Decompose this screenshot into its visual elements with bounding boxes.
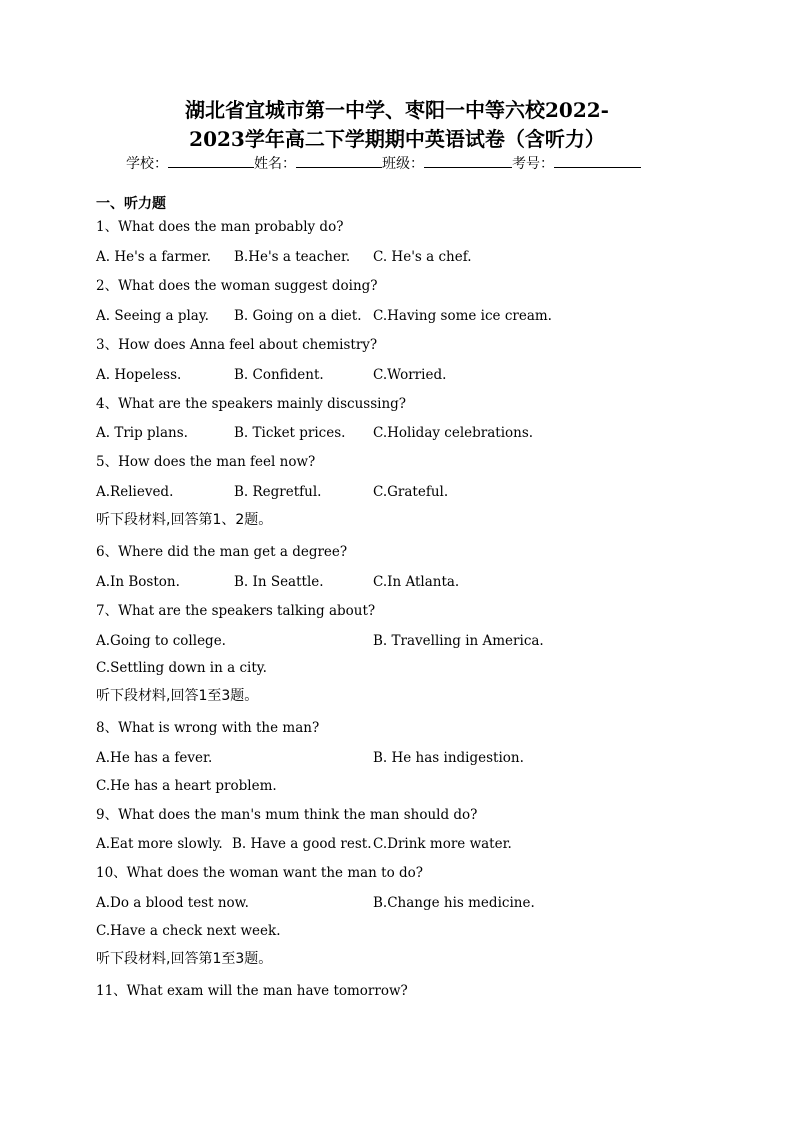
name-label: 姓名：: [254, 156, 296, 172]
number-blank[interactable]: [554, 153, 641, 168]
number-label: 考号：: [512, 156, 554, 172]
q3-option-a: A. Hopeless.: [96, 367, 182, 383]
q8-option-b: B. He has indigestion.: [373, 750, 524, 766]
question-4: 4、What are the speakers mainly discussing?: [96, 396, 407, 412]
class-blank[interactable]: [424, 153, 512, 168]
school-blank[interactable]: [168, 153, 254, 168]
question-3: 3、How does Anna feel about chemistry?: [96, 337, 378, 353]
q6-option-a: A.In Boston.: [96, 574, 180, 590]
student-info-row: [126, 153, 641, 174]
q2-option-a: A. Seeing a play.: [96, 308, 209, 324]
section-title: 一、听力题: [96, 196, 166, 212]
q10-option-a: A.Do a blood test now.: [96, 895, 249, 911]
q3-option-b: B. Confident.: [234, 367, 324, 383]
q7-option-a: A.Going to college.: [96, 633, 226, 649]
q2-option-c: C.Having some ice cream.: [373, 308, 552, 324]
q5-option-a: A.Relieved.: [96, 484, 174, 500]
q8-option-a: A.He has a fever.: [96, 750, 213, 766]
name-blank[interactable]: [296, 153, 382, 168]
q8-option-c: C.He has a heart problem.: [96, 778, 277, 794]
q5-option-c: C.Grateful.: [373, 484, 449, 500]
question-2: 2、What does the woman suggest doing?: [96, 278, 378, 294]
question-8: 8、What is wrong with the man?: [96, 720, 320, 736]
q7-option-c: C.Settling down in a city.: [96, 660, 267, 676]
instruction-2: 听下段材料,回答1至3题。: [96, 688, 259, 704]
question-10: 10、What does the woman want the man to do?: [96, 865, 424, 881]
instruction-1: 听下段材料,回答第1、2题。: [96, 512, 273, 528]
school-label: 学校：: [126, 156, 168, 172]
q2-option-b: B. Going on a diet.: [234, 308, 362, 324]
question-6: 6、Where did the man get a degree?: [96, 544, 348, 560]
q9-option-c: C.Drink more water.: [373, 836, 512, 852]
q4-option-b: B. Ticket prices.: [234, 425, 346, 441]
q6-option-b: B. In Seattle.: [234, 574, 324, 590]
q1-option-c: C. He's a chef.: [373, 249, 472, 265]
q5-option-b: B. Regretful.: [234, 484, 322, 500]
exam-title-line2: 2023学年高二下学期期中英语试卷（含听力）: [189, 127, 605, 151]
q9-option-a: A.Eat more slowly.: [96, 836, 223, 852]
question-5: 5、How does the man feel now?: [96, 454, 316, 470]
instruction-3: 听下段材料,回答第1至3题。: [96, 951, 273, 967]
q4-option-c: C.Holiday celebrations.: [373, 425, 534, 441]
q1-option-b: B.He's a teacher.: [234, 249, 351, 265]
class-label: 班级：: [382, 156, 424, 172]
q10-option-c: C.Have a check next week.: [96, 923, 281, 939]
question-11: 11、What exam will the man have tomorrow?: [96, 983, 408, 999]
q6-option-c: C.In Atlanta.: [373, 574, 460, 590]
q1-option-a: A. He's a farmer.: [96, 249, 211, 265]
question-1: 1、What does the man probably do?: [96, 219, 344, 235]
question-7: 7、What are the speakers talking about?: [96, 603, 376, 619]
q4-option-a: A. Trip plans.: [96, 425, 188, 441]
q3-option-c: C.Worried.: [373, 367, 447, 383]
q9-option-b: B. Have a good rest.: [232, 836, 372, 852]
question-9: 9、What does the man's mum think the man should do?: [96, 807, 478, 823]
exam-title-line1: 湖北省宜城市第一中学、枣阳一中等六校2022-: [185, 98, 609, 122]
q10-option-b: B.Change his medicine.: [373, 895, 535, 911]
q7-option-b: B. Travelling in America.: [373, 633, 544, 649]
